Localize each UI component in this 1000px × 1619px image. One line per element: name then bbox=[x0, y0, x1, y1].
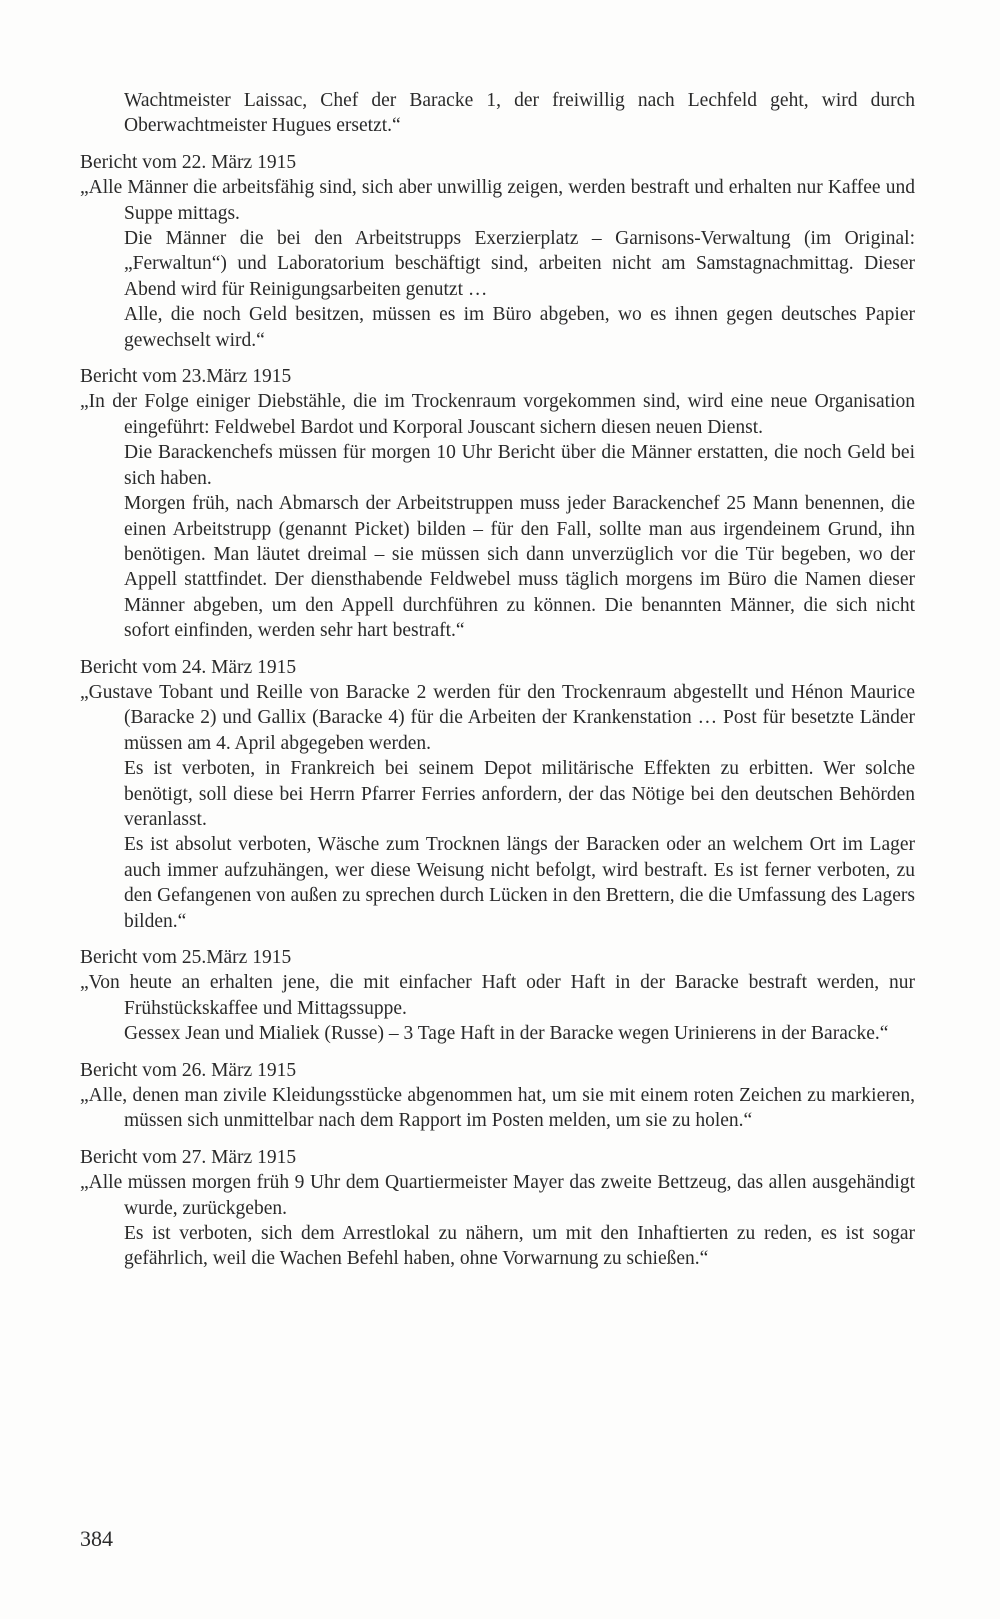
paragraph: „Von heute an erhalten jene, die mit einfacher Haft oder Haft in der Baracke bestraft werden, nur Frühstückskaffee und Mittagssuppe. bbox=[80, 972, 915, 1019]
report-text bbox=[80, 1170, 915, 1272]
report-section bbox=[80, 364, 915, 643]
paragraph: Die Männer die bei den Arbeitstrupps Exerzierplatz – Garnisons-Verwaltung (im Original: „Ferwaltun“) und Laboratorium beschäftigt sind, arbeiten nicht am Samstagnachmittag. Dieser Abend wird für Reinigungsarbeiten genutzt … bbox=[124, 228, 915, 300]
paragraph: „Alle Männer die arbeitsfähig sind, sich aber unwillig zeigen, werden bestraft und erhalten nur Kaffee und Suppe mittags. bbox=[80, 177, 915, 224]
report-text bbox=[80, 970, 915, 1046]
report-text bbox=[80, 680, 915, 934]
page-number: 384 bbox=[80, 1526, 113, 1551]
page-body bbox=[80, 88, 915, 1272]
paragraph: Die Barackenchefs müssen für morgen 10 Uhr Bericht über die Männer erstatten, die noch Geld bei sich haben. bbox=[124, 442, 915, 489]
paragraph: Es ist absolut verboten, Wäsche zum Trocknen längs der Baracken oder an welchem Ort im Lager auch immer aufzuhängen, wer diese Weisung nicht befolgt, wird bestraft. Es ist ferner verboten, zu den Gefangenen von außen zu sprechen durch Lücken in den Brettern, die die Umfassung des Lagers bilden.“ bbox=[124, 834, 915, 932]
report-section bbox=[80, 945, 915, 1047]
continuation-block bbox=[80, 88, 915, 139]
report-heading: Bericht vom 22. März 1915 bbox=[80, 151, 297, 173]
report-text bbox=[80, 389, 915, 643]
report-text bbox=[80, 1083, 915, 1134]
report-heading: Bericht vom 25.März 1915 bbox=[80, 947, 292, 968]
report-section bbox=[80, 1145, 915, 1272]
paragraph: Gessex Jean und Mialiek (Russe) – 3 Tage Haft in der Baracke wegen Urinierens in der Baracke.“ bbox=[124, 1023, 889, 1045]
report-heading: Bericht vom 26. März 1915 bbox=[80, 1059, 297, 1081]
paragraph: „Gustave Tobant und Reille von Baracke 2 werden für den Trockenraum abgestellt und Hénon Maurice (Baracke 2) und Gallix (Baracke 4) für die Arbeiten der Krankenstation … Post für besetzte Länder müssen am 4. April abgegeben werden. bbox=[80, 681, 915, 754]
paragraph: Es ist verboten, in Frankreich bei seinem Depot militärische Effekten zu erbitten. Wer solche benötigt, soll diese bei Herrn Pfarrer Ferries anfordern, der das Nötige bei den deutschen Behörden veranlasst. bbox=[124, 758, 915, 830]
paragraph: „In der Folge einiger Diebstähle, die im Trockenraum vorgekommen sind, wird eine neue Organisation eingeführt: Feldwebel Bardot und Korporal Jouscant sichern diesen neuen Dienst. bbox=[80, 391, 915, 438]
paragraph: Alle, die noch Geld besitzen, müssen es im Büro abgeben, wo es ihnen gegen deutsches Papier gewechselt wird.“ bbox=[124, 304, 915, 351]
report-section bbox=[80, 150, 915, 353]
report-text bbox=[80, 175, 915, 353]
paragraph: Morgen früh, nach Abmarsch der Arbeitstruppen muss jeder Barackenchef 25 Mann benennen, die einen Arbeitstrupp (genannt Picket) bilden – für den Fall, sollte man aus irgendeinem Grund, ihn benötigen. Man läutet dreimal – sie müssen sich dann unverzüglich vor die Tür begeben, wo der Appell stattfindet. Der diensthabende Feldwebel muss täglich morgens im Büro die Namen dieser Männer abgeben, um den Appell durchführen zu können. Die benannten Männer, die sich nicht sofort einfinden, werden sehr hart bestraft.“ bbox=[124, 493, 915, 642]
paragraph: „Alle, denen man zivile Kleidungsstücke abgenommen hat, um sie mit einem roten Zeichen zu markieren, müssen sich unmittelbar nach dem Rapport im Posten melden, um sie zu holen.“ bbox=[80, 1085, 915, 1132]
paragraph: „Alle müssen morgen früh 9 Uhr dem Quartiermeister Mayer das zweite Bettzeug, das allen ausgehändigt wurde, zurückgeben. bbox=[80, 1172, 915, 1219]
report-heading: Bericht vom 27. März 1915 bbox=[80, 1146, 297, 1168]
paragraph: Wachtmeister Laissac, Chef der Baracke 1, der freiwillig nach Lechfeld geht, wird durch Oberwachtmeister Hugues ersetzt.“ bbox=[124, 90, 915, 137]
paragraph: Es ist verboten, sich dem Arrestlokal zu nähern, um mit den Inhaftierten zu reden, es ist sogar gefährlich, weil die Wachen Befehl haben, ohne Vorwarnung zu schießen.“ bbox=[124, 1223, 915, 1270]
report-section bbox=[80, 655, 915, 934]
report-section bbox=[80, 1058, 915, 1134]
report-heading: Bericht vom 23.März 1915 bbox=[80, 366, 292, 388]
report-heading: Bericht vom 24. März 1915 bbox=[80, 656, 297, 678]
